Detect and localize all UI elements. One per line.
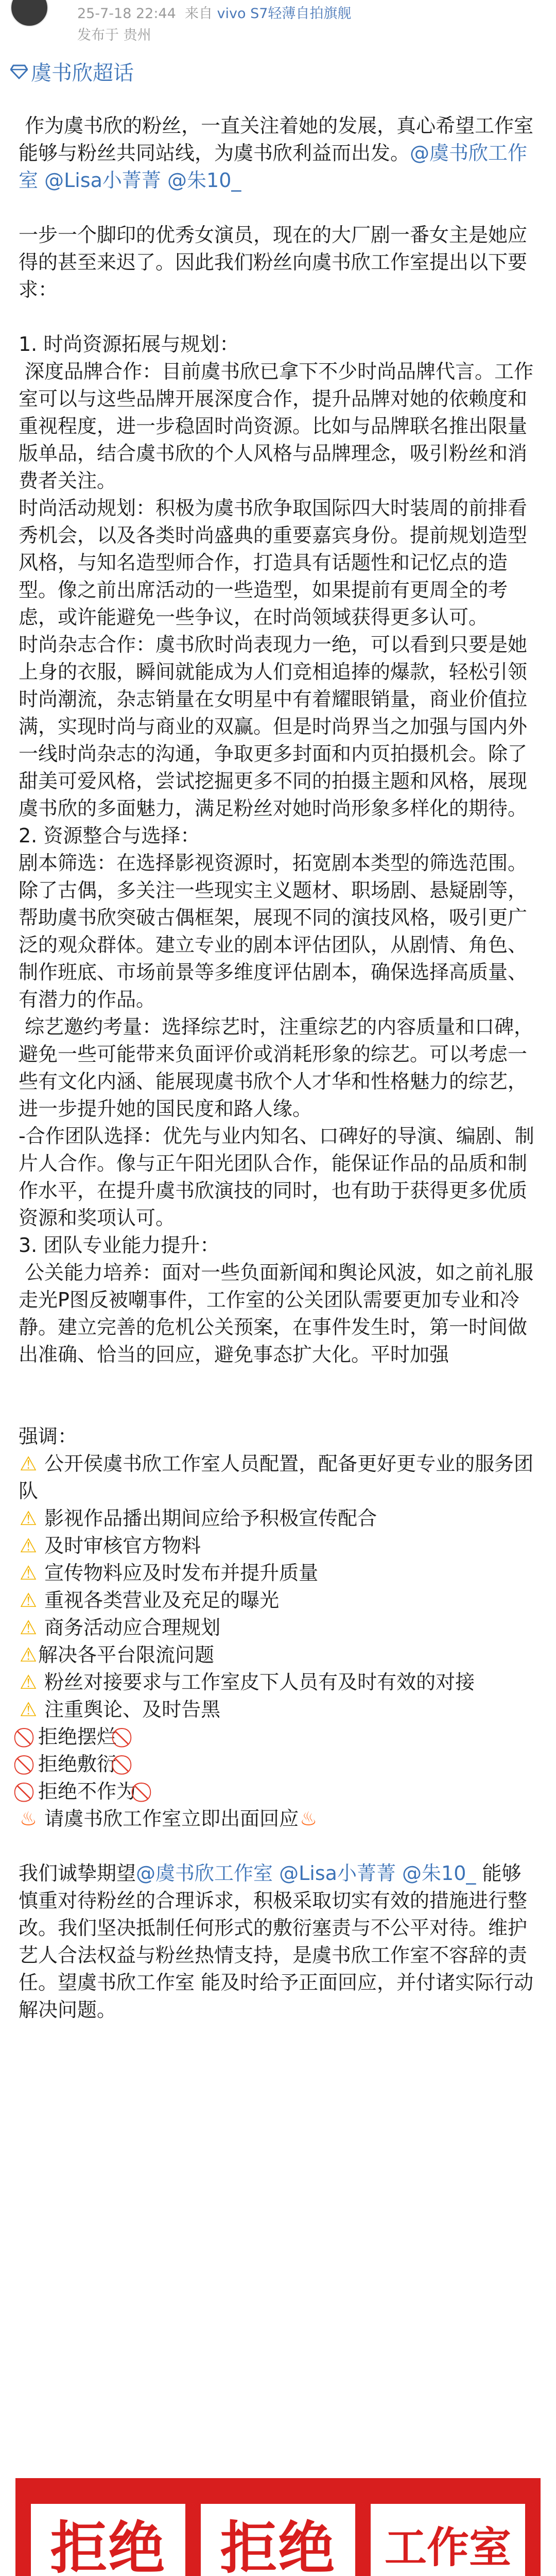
refuse-item: 拒绝敷衍 — [19, 1751, 538, 1778]
warning-icon: ⚠ — [19, 1507, 38, 1530]
warning-icon: ⚠ — [19, 1698, 38, 1721]
section-2-variety: 综艺邀约考量：选择综艺时，注重综艺的内容质量和口碑，避免一些可能带来负面评价或消耗形象的综艺。可以考虑一些有文化内涵、能展现虞书欣个人才华和性格魅力的综艺，进一步提升她的国民度和路人缘。 — [19, 1015, 534, 1120]
section-3-title: 3. 团队专业能力提升： — [19, 1234, 220, 1257]
section-1-events: 时尚活动规划：积极为虞书欣争取国际四大时装周的前排看秀机会，以及各类时尚盛典的重要嘉宾身份。提前规划造型风格，与知名造型师合作，打造具有话题性和记忆点的造型。像之前出席活动的一些造型，如果提前有更周全的考虑，或许能避免一些争议，在时尚领域获得更多认可。 — [19, 497, 528, 629]
emphasis-heading: 强调： — [19, 1425, 78, 1448]
paragraph-2: 一步一个脚印的优秀女演员，现在的大厂剧一番女主是她应得的甚至来迟了。因此我们粉丝向虞书欣工作室提出以下要求： — [19, 224, 528, 301]
warning-icon: ⚠ — [19, 1452, 38, 1475]
post-location: 发布于 贵州 — [77, 27, 151, 43]
prohibited-icon — [116, 1723, 136, 1751]
prohibited-icon — [136, 1778, 155, 1805]
fire-icon: ♨ — [300, 1807, 318, 1830]
mention-zhu10[interactable]: @朱10_ — [402, 1862, 476, 1885]
section-2-scripts: 剧本筛选：在选择影视资源时，拓宽剧本类型的筛选范围。除了古偶，多关注一些现实主义题材、职场剧、悬疑剧等，帮助虞书欣突破古偶框架，展现不同的演技风格，吸引更广泛的观众群体。建立专业的剧本评估团队，从剧情、角色、制作班底、市场前景等多维度评估剧本，确保选择高质量、有潜力的作品。 — [19, 852, 528, 1011]
mention-zhu10[interactable]: @朱10_ — [167, 169, 241, 192]
banner-panel-refuse-slacking: 拒绝 — [201, 2504, 355, 2576]
user-avatar[interactable] — [10, 0, 48, 27]
warning-icon: ⚠ — [19, 1643, 38, 1666]
closing-paragraph: 我们诚挚期望@虞书欣工作室 @Lisa小菁菁 @朱10_ 能够慎重对待粉丝的合理诉求，积极采取切实有效的措施进行整改。我们坚决抵制任何形式的敷衍塞责与不公平对待。维护艺人合法权益与粉丝热情支持，是虞书欣工作室不容辞的责任。望虞书欣工作室 能及时给予正面回应，并付诸实际行动解决问题。 — [19, 1862, 534, 2021]
post-source-device[interactable]: vivo S7轻薄自拍旗舰 — [217, 6, 352, 22]
prohibited-icon — [19, 1751, 38, 1778]
emphasis-item: ⚠ 商务活动应合理规划 — [19, 1614, 538, 1641]
refuse-item: 拒绝摆烂 — [19, 1723, 538, 1751]
section-3-pr: 公关能力培养：面对一些负面新闻和舆论风波，如之前礼服走光P图反被嘲事件，工作室的公关团队需要更加专业和冷静。建立完善的危机公关预案，在事件发生时，第一时间做出准确、恰当的回应，避免事态扩大化。平时加强 — [19, 1261, 534, 1366]
section-2-team: -合作团队选择：优先与业内知名、口碑好的导演、编剧、制片人合作。像与正午阳光团队合作，能保证作品的品质和制作水平，在提升虞书欣演技的同时，也有助于获得更多优质资源和奖项认可。 — [19, 1125, 534, 1229]
warning-icon: ⚠ — [19, 1616, 38, 1639]
emphasis-item: ⚠ 注重舆论、及时告黑 — [19, 1696, 538, 1723]
post-source-prefix: 来自 — [184, 6, 213, 22]
warning-icon: ⚠ — [19, 1534, 38, 1557]
supertopic-label: 虞书欣超话 — [31, 61, 134, 85]
mention-studio[interactable]: @虞书欣工作室 — [136, 1862, 273, 1885]
prohibited-icon — [116, 1751, 136, 1778]
warning-icon: ⚠ — [19, 1589, 38, 1612]
supertopic-link[interactable] — [10, 57, 134, 86]
prohibited-icon — [19, 1778, 38, 1805]
mention-lisa[interactable]: @Lisa小菁菁 — [44, 169, 161, 192]
intro-paragraph: 作为虞书欣的粉丝，一直关注着她的发展，真心希望工作室能够与粉丝共同站线，为虞书欣利益而出发。@虞书欣工作室 @Lisa小菁菁 @朱10_ — [19, 114, 534, 192]
fire-line: ♨ 请虞书欣工作室立即出面回应♨ — [19, 1805, 538, 1833]
banner-panel-refuse-perfunctory: 拒绝 — [31, 2504, 185, 2576]
section-1-title: 1. 时尚资源拓展与规划： — [19, 333, 239, 355]
post-header — [0, 0, 556, 49]
protest-banner-image[interactable] — [15, 2478, 541, 2576]
emphasis-item: ⚠ 及时审核官方物料 — [19, 1532, 538, 1560]
banner-panel-studio-respond: 工作室 — [371, 2504, 525, 2576]
prohibited-icon — [19, 1723, 38, 1751]
emphasis-item: ⚠ 影视作品播出期间应给予积极宣传配合 — [19, 1505, 538, 1532]
section-1-magazine: 时尚杂志合作：虞书欣时尚表现力一绝，可以看到只要是她上身的衣服，瞬间就能成为人们竞相追捧的爆款，轻松引领时尚潮流，杂志销量在女明星中有着耀眼销量，商业价值拉满，实现时尚与商业的双赢。但是时尚界当之加强与国内外一线时尚杂志的沟通，争取更多封面和内页拍摄机会。除了甜美可爱风格，尝试挖掘更多不同的拍摄主题和风格，展现虞书欣的多面魅力，满足粉丝对她时尚形象多样化的期待。 — [19, 633, 528, 820]
section-2-title: 2. 资源整合与选择： — [19, 824, 200, 847]
refuse-item: 拒绝不作为 — [19, 1778, 538, 1805]
emphasis-item: ⚠ 粉丝对接要求与工作室皮下人员有及时有效的对接 — [19, 1669, 538, 1696]
emphasis-item: ⚠解决各平台限流问题 — [19, 1641, 538, 1669]
emphasis-item: ⚠ 宣传物料应及时发布并提升质量 — [19, 1560, 538, 1587]
post-timestamp: 25-7-18 22:44 — [77, 6, 176, 22]
post-meta — [77, 2, 351, 22]
emphasis-item: ⚠ 重视各类营业及充足的曝光 — [19, 1587, 538, 1614]
diamond-icon — [10, 64, 28, 79]
post-body — [19, 112, 538, 2024]
mention-studio[interactable]: @虞书欣工作室 — [19, 142, 528, 192]
mention-lisa[interactable]: @Lisa小菁菁 — [279, 1862, 396, 1885]
warning-icon: ⚠ — [19, 1562, 38, 1584]
section-1-brand: 深度品牌合作：目前虞书欣已拿下不少时尚品牌代言。工作室可以与这些品牌开展深度合作，提升品牌对她的依赖度和重视程度，进一步稳固时尚资源。比如与品牌联名推出限量版单品，结合虞书欣的个人风格与品牌理念，吸引粉丝和消费者关注。 — [19, 360, 534, 492]
warning-icon: ⚠ — [19, 1671, 38, 1693]
fire-icon: ♨ — [19, 1807, 38, 1830]
emphasis-item: ⚠ 公开侯虞书欣工作室人员配置，配备更好更专业的服务团队 — [19, 1450, 538, 1505]
